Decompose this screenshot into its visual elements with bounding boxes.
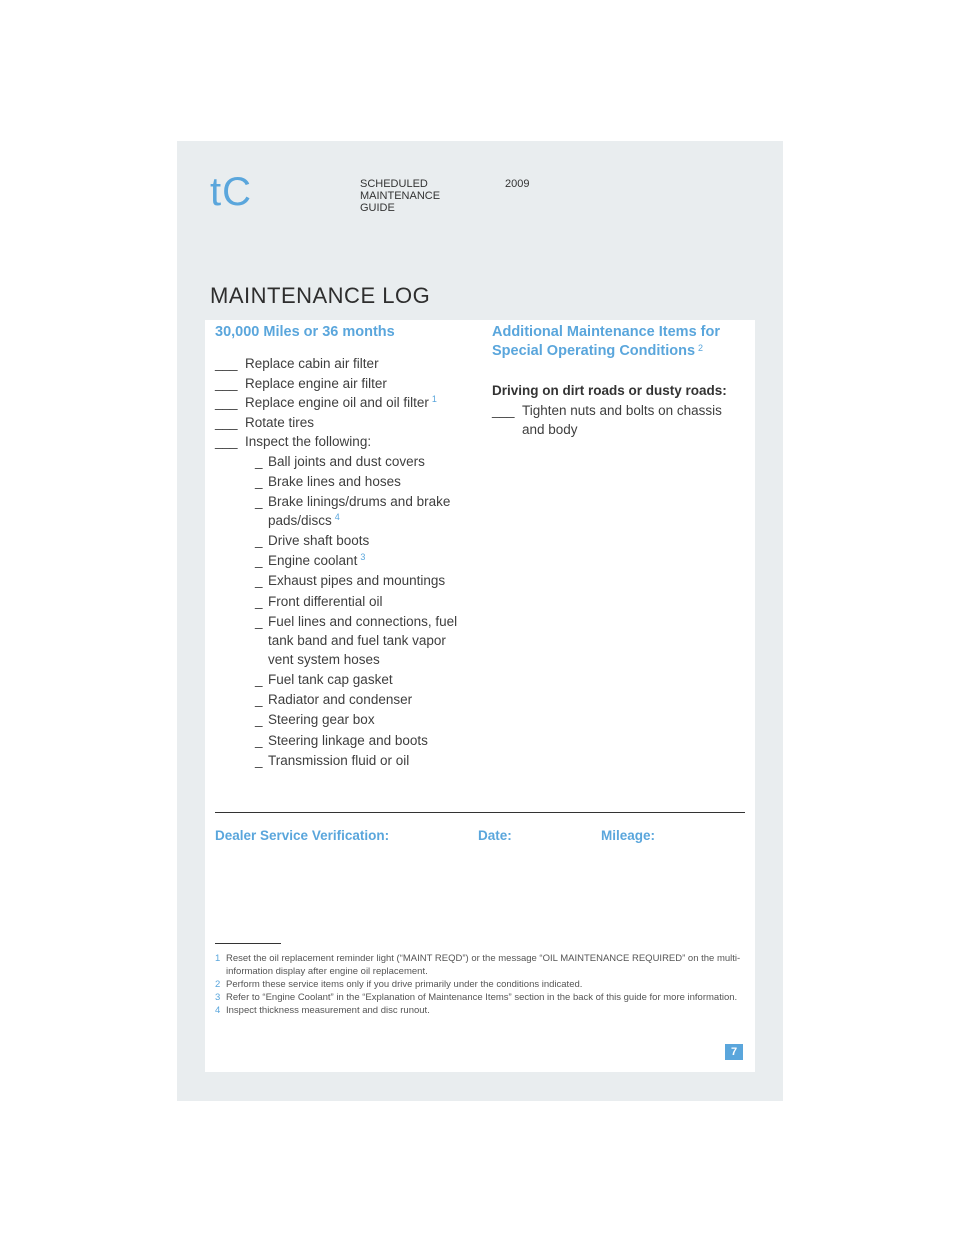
checklist bbox=[215, 354, 475, 770]
inspection-item bbox=[215, 710, 475, 729]
checklist-item bbox=[215, 354, 475, 373]
footnote-number: 2 bbox=[215, 979, 221, 990]
check-blank: ___ bbox=[215, 414, 238, 430]
inspection-item bbox=[215, 731, 475, 750]
footnote bbox=[215, 1004, 745, 1017]
checklist-item bbox=[492, 401, 742, 439]
guide-label bbox=[360, 178, 440, 214]
inspection-item bbox=[215, 751, 475, 770]
sub-dash: _ bbox=[255, 533, 263, 549]
mileage-label: Mileage: bbox=[601, 828, 656, 843]
inspection-item bbox=[215, 492, 475, 530]
sub-dash: _ bbox=[255, 473, 263, 489]
checklist-item bbox=[215, 374, 475, 393]
inspection-item bbox=[215, 670, 475, 689]
item-text: Engine coolant bbox=[268, 553, 358, 569]
sub-dash: _ bbox=[255, 573, 263, 589]
inspection-item bbox=[215, 551, 475, 570]
section-title-line: Special Operating Conditions bbox=[492, 343, 696, 359]
guide-line: GUIDE bbox=[360, 202, 395, 214]
footnote-number: 4 bbox=[215, 1005, 221, 1016]
inspection-item bbox=[215, 531, 475, 550]
footnote-text: Reset the oil replacement reminder light (“MAINT REQD”) or the message “OIL MAINTENANCE REQUIRED” on the multi-information display after engine oil replacement. bbox=[226, 953, 741, 977]
inspection-item bbox=[215, 452, 475, 471]
footnote-text: Inspect thickness measurement and disc runout. bbox=[226, 1005, 430, 1016]
footnote-ref: 1 bbox=[431, 394, 437, 404]
item-text: Transmission fluid or oil bbox=[268, 752, 410, 768]
special-conditions-section bbox=[492, 323, 742, 440]
checklist-item bbox=[215, 432, 475, 451]
item-text: Inspect the following: bbox=[245, 434, 372, 449]
inspection-item bbox=[215, 690, 475, 709]
inspection-item bbox=[215, 472, 475, 491]
sub-dash: _ bbox=[255, 593, 263, 609]
divider bbox=[215, 812, 745, 813]
item-text: Steering linkage and boots bbox=[268, 732, 428, 748]
check-blank: ___ bbox=[215, 375, 238, 391]
item-text: Tighten nuts and bolts on chassis and body bbox=[522, 403, 722, 437]
footnote-number: 3 bbox=[215, 992, 221, 1003]
item-text: Exhaust pipes and mountings bbox=[268, 573, 446, 589]
item-text: Drive shaft boots bbox=[268, 533, 370, 549]
footnote bbox=[215, 952, 745, 978]
item-text: Steering gear box bbox=[268, 712, 375, 728]
guide-line: SCHEDULED bbox=[360, 178, 428, 190]
sub-dash: _ bbox=[255, 732, 263, 748]
footnote-text: Refer to “Engine Coolant” in the “Explanation of Maintenance Items” section in the back of this guide for more information. bbox=[226, 992, 738, 1003]
item-text: Replace engine air filter bbox=[245, 375, 387, 391]
sub-dash: _ bbox=[255, 453, 263, 469]
check-blank: ___ bbox=[215, 356, 238, 371]
footnote-ref: 3 bbox=[360, 552, 366, 563]
brand-logo: tC bbox=[210, 170, 252, 214]
section-title bbox=[492, 323, 742, 361]
page-title: MAINTENANCE LOG bbox=[210, 283, 431, 308]
inspection-item bbox=[215, 571, 475, 590]
item-text: Radiator and condenser bbox=[268, 692, 413, 708]
item-text: Replace cabin air filter bbox=[245, 356, 379, 371]
footnote bbox=[215, 978, 745, 991]
check-blank: ___ bbox=[215, 395, 238, 410]
sub-dash: _ bbox=[255, 613, 263, 629]
footnote-ref: 2 bbox=[698, 343, 704, 353]
page-number-badge: 7 bbox=[725, 1044, 743, 1060]
footnote-ref: 4 bbox=[334, 511, 340, 522]
condition-heading: Driving on dirt roads or dusty roads: bbox=[492, 383, 727, 398]
footnote-number: 1 bbox=[215, 953, 221, 964]
check-blank: ___ bbox=[215, 434, 238, 449]
item-text: Brake linings/drums and brake pads/discs bbox=[268, 493, 451, 528]
section-title: 30,000 Miles or 36 months bbox=[215, 324, 395, 340]
inspection-item bbox=[215, 612, 475, 669]
item-text: Replace engine oil and oil filter bbox=[245, 395, 429, 410]
item-text: Front differential oil bbox=[268, 593, 383, 609]
footnote bbox=[215, 991, 745, 1004]
item-text: Brake lines and hoses bbox=[268, 473, 401, 489]
guide-year: 2009 bbox=[505, 178, 530, 190]
dealer-verification-label: Dealer Service Verification: bbox=[215, 828, 390, 843]
sub-dash: _ bbox=[255, 553, 263, 569]
footnote-text: Perform these service items only if you drive primarily under the conditions indicated. bbox=[226, 979, 583, 990]
section-title-line: Additional Maintenance Items for bbox=[492, 324, 720, 340]
checklist bbox=[492, 401, 742, 439]
guide-line: MAINTENANCE bbox=[360, 190, 441, 202]
checklist-item bbox=[215, 393, 475, 412]
footnotes bbox=[215, 952, 745, 1017]
item-text: Fuel tank cap gasket bbox=[268, 672, 393, 687]
date-label: Date: bbox=[478, 828, 512, 843]
checklist-item bbox=[215, 413, 475, 432]
sub-dash: _ bbox=[255, 493, 263, 509]
item-text: Fuel lines and connections, fuel tank band and fuel tank vapor vent system hoses bbox=[268, 613, 458, 667]
check-blank: ___ bbox=[492, 403, 515, 418]
sub-dash: _ bbox=[255, 692, 263, 708]
inspection-item bbox=[215, 592, 475, 611]
item-text: Ball joints and dust covers bbox=[268, 453, 425, 469]
item-text: Rotate tires bbox=[245, 414, 315, 430]
sub-dash: _ bbox=[255, 672, 263, 687]
footnote-divider bbox=[215, 943, 281, 944]
sub-dash: _ bbox=[255, 752, 263, 768]
service-interval-section bbox=[215, 323, 475, 771]
sub-dash: _ bbox=[255, 712, 263, 728]
